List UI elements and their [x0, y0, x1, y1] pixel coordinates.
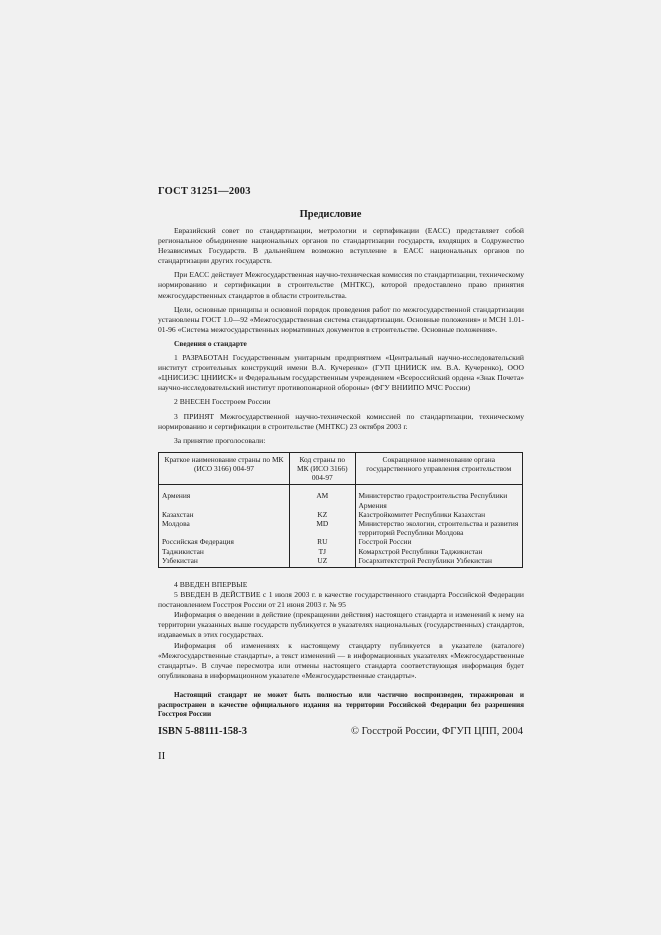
table-cell: Комархстрой Республики Таджикистан [355, 547, 522, 556]
paragraph-info-intro: Информация о введении в действие (прекращении действия) настоящего стандарта и изменений к нему на территории указанных выше государств публикуется в указателях национальных (государственных) стандартов, издаваемых в этих государствах. [158, 610, 524, 640]
paragraph-easc: Евразийский совет по стандартизации, метрологии и сертификации (ЕАСС) представляет собой региональное объединение национальных органов по стандартизации государств, входящих в Содружество Независимых Государств. В дальнейшем возможно вступление в ЕАСС национальных органов по стандартизации других государств. [158, 226, 524, 266]
document-body [158, 226, 524, 681]
table-row [159, 547, 523, 556]
item-first-introduced: 4 ВВЕДЕН ВПЕРВЫЕ [174, 580, 248, 590]
table-cell: Госархитектстрой Республики Узбекистан [355, 556, 522, 568]
copyright-line: © Госстрой России, ФГУП ЦПП, 2004 [351, 726, 523, 737]
table-header: Код страны по МК (ИСО 3166) 004-97 [290, 452, 356, 485]
table-cell: Таджикистан [159, 547, 290, 556]
item-adopted: 3 ПРИНЯТ Межгосударственной научно-технической комиссией по стандартизации, техническому нормированию и сертификации в строительстве (МНТКС) 23 октября 2003 г. [158, 411, 524, 431]
table-cell: TJ [290, 547, 356, 556]
table-cell: Молдова [159, 519, 290, 537]
table-cell: Министерство экологии, строительства и развития территорий Республики Молдова [355, 519, 522, 537]
table-cell: UZ [290, 556, 356, 568]
table-cell: Казахстан [159, 510, 290, 519]
table-row [159, 537, 523, 546]
paragraph-info-changes: Информация об изменениях к настоящему стандарту публикуется в указателе (каталоге) «Межгосударственные стандарты», а текст изменений — в информационных указателях «Межгосударственные стандарты». В случае пересмотра или отмены настоящего стандарта соответствующая информация будет опубликована в информационном указателе «Межгосударственные стандарты». [158, 640, 524, 680]
table-cell: Узбекистан [159, 556, 290, 568]
section-subheading: Сведения о стандарте [174, 338, 247, 348]
table-header: Краткое наименование страны по МК (ИСО 3166) 004-97 [159, 452, 290, 485]
item-effective: 5 ВВЕДЕН В ДЕЙСТВИЕ с 1 июля 2003 г. в качестве государственного стандарта Российской Федерации постановлением Госстроя России от 21 июня 2003 г. № 95 [158, 590, 524, 610]
table-cell: Российская Федерация [159, 537, 290, 546]
table-cell: RU [290, 537, 356, 546]
table-row [159, 519, 523, 537]
table-cell: AM [290, 485, 356, 510]
item-submitted: 2 ВНЕСЕН Госстроем России [174, 397, 271, 407]
table-header-row [159, 452, 523, 485]
table-cell: Казстройкомитет Республики Казахстан [355, 510, 522, 519]
table-cell: Армения [159, 485, 290, 510]
table-row [159, 485, 523, 510]
page-title: Предисловие [299, 209, 362, 220]
item-developed: 1 РАЗРАБОТАН Государственным унитарным предприятием «Центральный научно-исследовательский институт строительных конструкций имени В.А. Кучеренко» (ГУП ЦНИИСК им. В.А. Кучеренко), ООО «ЦНИСИЭС ЦНИИСК» и Федеральным государственным учреждением «Всероссийский ордена «Знак Почета» научно-исследовательский институт противопожарной обороны» (ФГУ ВНИИПО МЧС России) [158, 353, 524, 393]
table-cell: MD [290, 519, 356, 537]
voting-table [158, 452, 523, 568]
table-header: Сокращенное наименование органа государственного управления строительством [355, 452, 522, 485]
isbn: ISBN 5-88111-158-3 [158, 726, 247, 737]
table-cell: Министерство градостроительства Республики Армения [355, 485, 522, 510]
table-cell: KZ [290, 510, 356, 519]
table-row [159, 510, 523, 519]
paragraph-mntks: При ЕАСС действует Межгосударственная научно-техническая комиссия по стандартизации, техническому нормированию и сертификации в строительстве (МНТКС), которой предоставлено право принятия межгосударственных стандартов в области строительства. [158, 270, 524, 300]
paragraph-goals: Цели, основные принципы и основной порядок проведения работ по межгосударственной стандартизации установлены ГОСТ 1.0—92 «Межгосударственная система стандартизации. Основные положения» и МСН 1.01-01-96 «Система межгосударственных нормативных документов в строительстве. Основные положения». [158, 304, 524, 334]
table-cell: Госстрой России [355, 537, 522, 546]
table-row [159, 556, 523, 568]
vote-intro: За принятие проголосовали: [174, 435, 266, 445]
page-number: II [158, 750, 166, 762]
copyright-notice: Настоящий стандарт не может быть полностью или частично воспроизведен, тиражирован и распространен в качестве официального издания на территории Российской Федерации без разрешения Госстроя России [158, 691, 524, 719]
standard-code: ГОСТ 31251—2003 [158, 186, 251, 197]
